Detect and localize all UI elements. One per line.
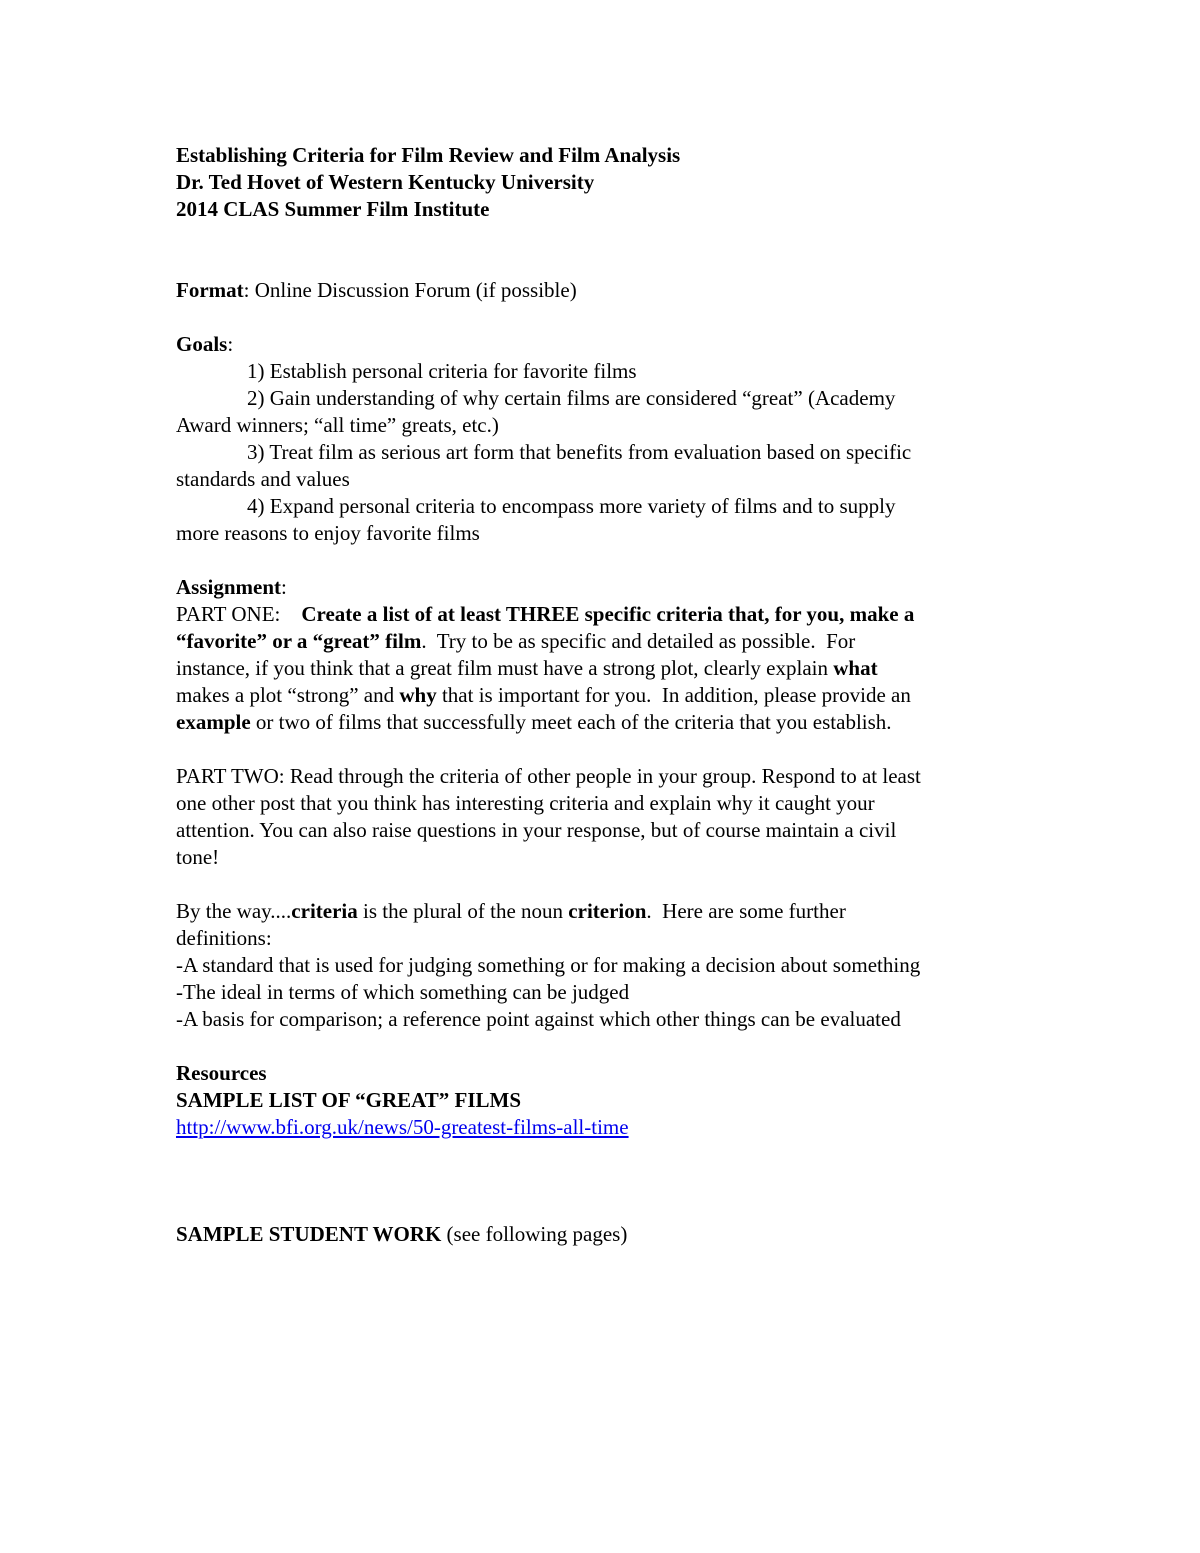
definitions-text-3: . Here are some further — [646, 899, 846, 923]
assignment-heading — [176, 574, 1036, 601]
sample-work-line — [176, 1221, 1036, 1248]
assignment-colon: : — [281, 575, 287, 599]
part-one-why: why — [399, 683, 437, 707]
part-two-line-2: one other post that you think has interesting criteria and explain why it caught your — [176, 791, 875, 815]
goal-4-line-2: more reasons to enjoy favorite films — [176, 521, 480, 545]
definition-3: -A basis for comparison; a reference point against which other things can be evaluated — [176, 1007, 901, 1031]
part-one-example: example — [176, 710, 251, 734]
goal-3-line-1: 3) Treat film as serious art form that benefits from evaluation based on specific — [247, 440, 912, 464]
goals-heading — [176, 331, 1036, 358]
definitions-criteria: criteria — [291, 899, 358, 923]
definitions-intro — [176, 898, 1036, 925]
format-line — [176, 277, 1036, 304]
definitions-label: definitions: — [176, 926, 272, 950]
part-one-text-3: instance, if you think that a great film must have a strong plot, clearly explain — [176, 656, 834, 680]
part-two-line-1: PART TWO: Read through the criteria of other people in your group. Respond to at least — [176, 764, 921, 788]
goal-3-line-2: standards and values — [176, 467, 350, 491]
part-one-line-1 — [176, 601, 1036, 628]
definitions-text-1: By the way.... — [176, 899, 292, 923]
sample-work-label: SAMPLE STUDENT WORK — [176, 1222, 442, 1246]
goal-2-line-1: 2) Gain understanding of why certain films are considered “great” (Academy — [247, 386, 896, 410]
goals-colon: : — [227, 332, 234, 356]
definitions-text-2: is the plural of the noun — [357, 899, 569, 923]
bfi-link[interactable]: http://www.bfi.org.uk/news/50-greatest-films-all-time — [176, 1115, 629, 1139]
part-two-line-4: tone! — [176, 845, 220, 869]
goals-label: Goals — [176, 332, 228, 356]
document-event: 2014 CLAS Summer Film Institute — [176, 197, 490, 221]
resources-heading: Resources — [176, 1061, 267, 1085]
document-title: Establishing Criteria for Film Review and Film Analysis — [176, 143, 681, 167]
part-one-line-3 — [176, 655, 1036, 682]
document-page — [176, 142, 1036, 1248]
definition-1: -A standard that is used for judging something or for making a decision about something — [176, 953, 921, 977]
part-one-text-4b: that is important for you. In addition, please provide an — [436, 683, 911, 707]
goal-2-line-2: Award winners; “all time” greats, etc.) — [176, 413, 499, 437]
part-one-prefix: PART ONE: — [176, 602, 302, 626]
part-one-line-5 — [176, 709, 1036, 736]
part-one-bold-1: Create a list of at least THREE specific criteria that, for you, make a — [301, 602, 915, 626]
resource-link-line — [176, 1114, 1036, 1141]
definitions-criterion: criterion — [568, 899, 647, 923]
part-one-line-4 — [176, 682, 1036, 709]
format-label: Format — [176, 278, 244, 302]
definition-2: -The ideal in terms of which something can be judged — [176, 980, 630, 1004]
part-one-line-2 — [176, 628, 1036, 655]
goal-4-line-1: 4) Expand personal criteria to encompass more variety of films and to supply — [247, 494, 896, 518]
assignment-label: Assignment — [176, 575, 282, 599]
part-one-text-4a: makes a plot “strong” and — [176, 683, 400, 707]
part-one-what: what — [833, 656, 878, 680]
sample-list-heading: SAMPLE LIST OF “GREAT” FILMS — [176, 1088, 522, 1112]
sample-work-note: (see following pages) — [441, 1222, 628, 1246]
document-author: Dr. Ted Hovet of Western Kentucky University — [176, 170, 595, 194]
part-one-text-5: or two of films that successfully meet each of the criteria that you establish. — [250, 710, 892, 734]
goal-1: 1) Establish personal criteria for favorite films — [247, 359, 637, 383]
format-value: : Online Discussion Forum (if possible) — [243, 278, 577, 302]
part-two-line-3: attention. You can also raise questions in your response, but of course maintain a civil — [176, 818, 897, 842]
part-one-bold-2: “favorite” or a “great” film — [176, 629, 422, 653]
part-one-text-2: . Try to be as specific and detailed as possible. For — [421, 629, 856, 653]
